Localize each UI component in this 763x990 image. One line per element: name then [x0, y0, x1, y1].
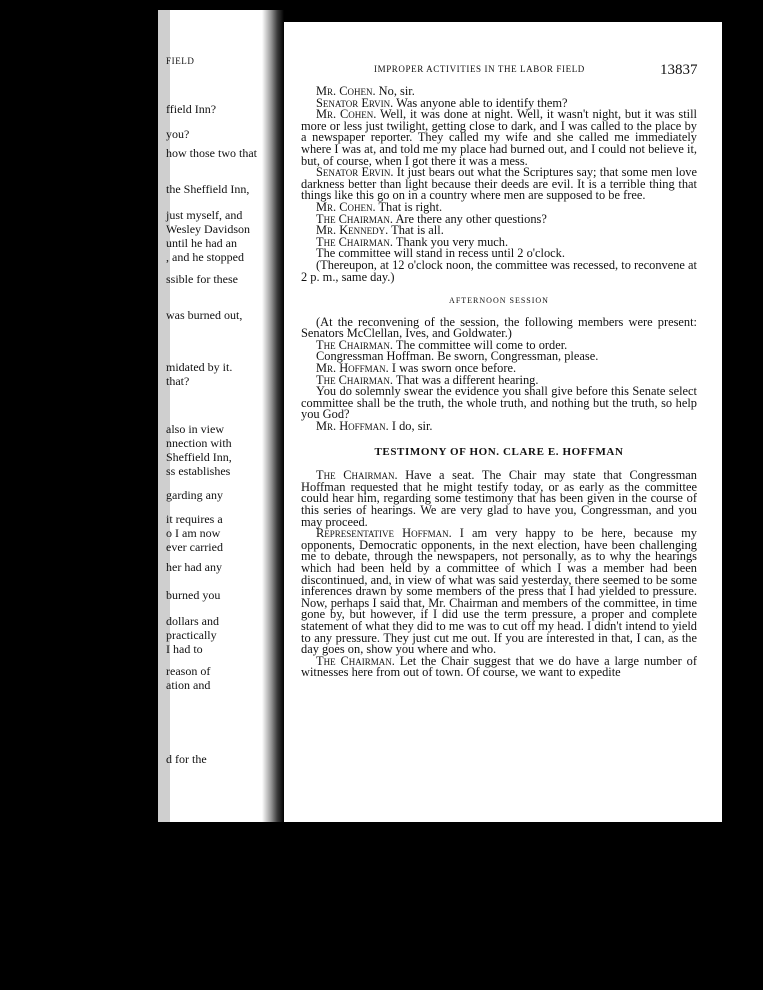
speaker-name: The Chairman.	[316, 337, 394, 352]
paragraph-text: (At the reconvening of the session, the following members were present: Senators McClellan, Ives, and Goldwater.)	[301, 314, 697, 341]
paragraph-text: Have a seat. The Chair may state that Congressman Hoffman requested that he might testify today, or as early as the committee could hear him, regarding some testimony that has been given in the course of this series of hearings. We are very glad to have you, Congressman, and you may proceed.	[301, 468, 697, 529]
left-page-line: you?	[166, 127, 190, 141]
left-page-line: ss establishes	[166, 464, 231, 478]
speaker-name: Senator Ervin.	[316, 95, 394, 110]
speaker-name: The Chairman.	[316, 653, 395, 668]
page-body	[301, 86, 697, 679]
paragraph-text: The committee will come to order.	[393, 337, 568, 352]
speaker-name: Senator Ervin.	[316, 165, 394, 180]
afternoon-session-text	[301, 314, 697, 434]
paragraph	[301, 528, 697, 656]
paragraph-text: I do, sir.	[388, 419, 433, 434]
left-page-line: , and he stopped	[166, 250, 244, 264]
speaker-name: The Chairman.	[316, 468, 398, 483]
left-page-header: FIELD	[166, 56, 195, 66]
left-page-line: it requires a	[166, 512, 223, 526]
speaker-name: Mr. Hoffman.	[316, 361, 389, 376]
paragraph-text: Let the Chair suggest that we do have a large number of witnesses here from out of town. Of course, we want to expedite	[301, 653, 697, 680]
paragraph-text: It just bears out what the Scriptures say; that some men love darkness better than light because their deeds are evil. It is a terrible thing that things like this go on in a country where men are supposed to be free.	[301, 165, 697, 203]
left-page-line: how those two that	[166, 146, 257, 160]
left-page-line: midated by it.	[166, 360, 233, 374]
left-page-line: Wesley Davidson	[166, 222, 251, 236]
book-gutter	[262, 10, 284, 822]
left-page-line: that?	[166, 374, 190, 388]
left-page-line: the Sheffield Inn,	[166, 182, 250, 196]
left-page-line: d for the	[166, 752, 207, 766]
paragraph	[301, 653, 697, 680]
left-page-line: Sheffield Inn,	[166, 450, 232, 464]
speaker-name: Mr. Kennedy.	[316, 223, 389, 238]
paragraph	[301, 167, 697, 202]
left-page-line: ssible for these	[166, 272, 238, 286]
paragraph-text: The committee will stand in recess until 2 o'clock.	[316, 246, 565, 261]
speaker-name: The Chairman.	[316, 372, 394, 387]
paragraph	[301, 470, 697, 528]
speaker-name: The Chairman.	[316, 211, 394, 226]
left-page-line: her had any	[166, 560, 222, 574]
left-page-line: I had to	[166, 642, 203, 656]
running-head: IMPROPER ACTIVITIES IN THE LABOR FIELD	[374, 64, 585, 74]
paragraph-text: Well, it was done at night. Well, it wasn't night, but it was still more or less just twilight, getting close to dark, and I was called to the place by a newspaper reporter. They called my wife and she called me immediately where I was at, and told me my place had burned out, and I could not believe it, but, of course, when I got there it was a mess.	[301, 107, 697, 168]
paragraph-text: Thank you very much.	[393, 234, 509, 249]
right-page	[284, 22, 722, 822]
left-page-line: garding any	[166, 488, 223, 502]
paragraph	[301, 109, 697, 167]
paragraph-text: Congressman Hoffman. Be sworn, Congressman, please.	[316, 349, 599, 364]
left-page-line: also in view	[166, 422, 224, 436]
paragraph-text: (Thereupon, at 12 o'clock noon, the committee was recessed, to reconvene at 2 p. m., same day.)	[301, 257, 697, 284]
speaker-name: Mr. Cohen.	[316, 107, 377, 122]
testimony-heading: TESTIMONY OF HON. CLARE E. HOFFMAN	[374, 445, 624, 458]
left-page-line: was burned out,	[166, 308, 243, 322]
paragraph-text: That was a different hearing.	[393, 372, 539, 387]
left-page-line: ever carried	[166, 540, 223, 554]
paragraph	[301, 257, 697, 284]
paragraph	[301, 314, 697, 341]
paragraph-text: I was sworn once before.	[388, 361, 517, 376]
left-page-line: o I am now	[166, 526, 221, 540]
paragraph-text: Are there any other questions?	[393, 211, 547, 226]
afternoon-session-heading: AFTERNOON SESSION	[449, 296, 549, 306]
speaker-name: Mr. Hoffman.	[316, 419, 389, 434]
paragraph	[301, 386, 697, 421]
paragraph-text: Was anyone able to identify them?	[393, 95, 568, 110]
paragraph	[301, 421, 697, 433]
paragraph-text: No, sir.	[375, 84, 415, 98]
left-page-line: just myself, and	[166, 208, 243, 222]
page-number: 13837	[660, 62, 698, 78]
paragraph-text: That is right.	[375, 199, 443, 214]
left-page-line: ation and	[166, 678, 211, 692]
left-page-line: practically	[166, 628, 217, 642]
left-page-line: burned you	[166, 588, 221, 602]
left-page-line: until he had an	[166, 236, 237, 250]
left-page-line: ffield Inn?	[166, 102, 217, 116]
left-page-line: nnection with	[166, 436, 232, 450]
left-page-line: reason of	[166, 664, 211, 678]
paragraph-text: That is all.	[388, 223, 444, 238]
left-page-line: dollars and	[166, 614, 219, 628]
paragraph-text: You do solemnly swear the evidence you shall give before this Senate select committee shall be the truth, the whole truth, and nothing but the truth, so help you God?	[301, 384, 697, 422]
testimony-text	[301, 470, 697, 679]
morning-session-text	[301, 86, 697, 283]
speaker-name: Representative Hoffman.	[316, 526, 452, 541]
speaker-name: The Chairman.	[316, 234, 394, 249]
speaker-name: Mr. Cohen.	[316, 84, 376, 98]
speaker-name: Mr. Cohen.	[316, 199, 376, 214]
paragraph-text: I am very happy to be here, because my opponents, Democratic opponents, in the next election, have been challenging me to debate, through the newspapers, not personally, as to why the hearings which had been held by a committee of which I was a member had been discontinued, and, in view of what was said yesterday, there seemed to be some inferences drawn by some members of the press that I had yielded to pressure. Now, perhaps I said that, Mr. Chairman and members of the committee, in time gone by, but however, if I did use the term pressure, a proper and complete statement of what they did to me was to cut off my head. I didn't intend to yield to any pressure. They just cut me out. If you are interested in that, I can, as the day goes on, show you where and who.	[301, 526, 697, 657]
